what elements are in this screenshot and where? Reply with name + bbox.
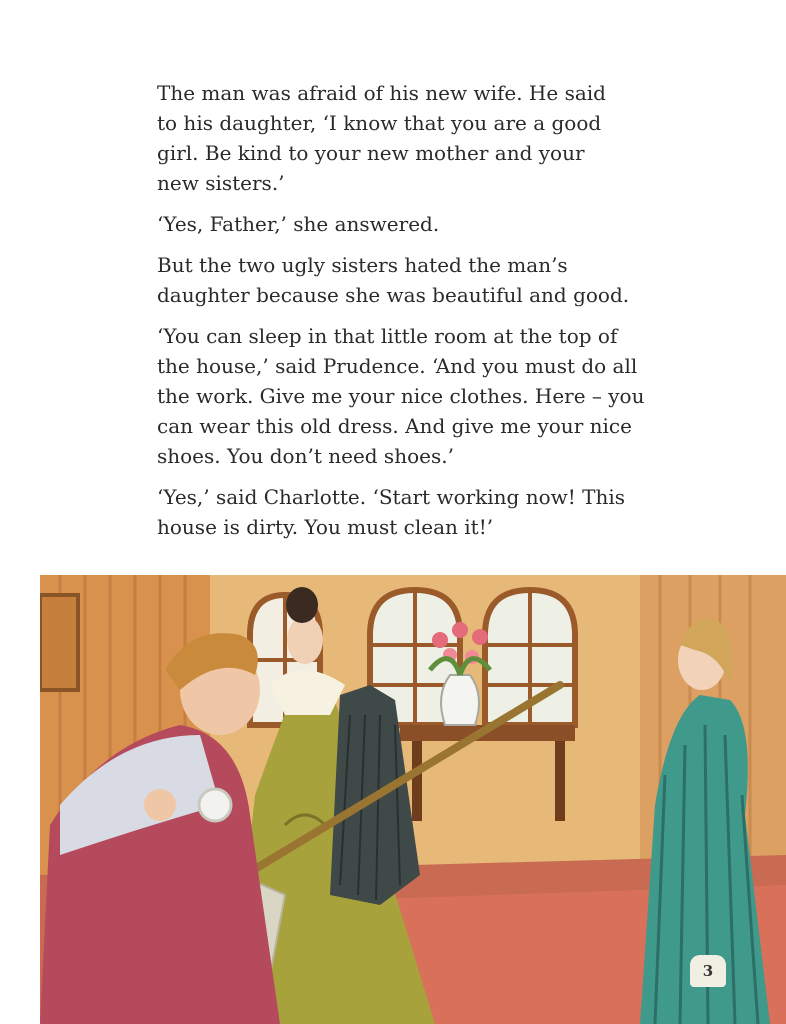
- page-number: 3: [690, 955, 726, 987]
- flower-vase: [441, 675, 479, 725]
- story-illustration: [40, 575, 786, 1024]
- paragraph-5: ‘Yes,’ said Charlotte. ‘Start working now! This house is dirty. You must clean it!’: [157, 485, 626, 539]
- paragraph-3: But the two ugly sisters hated the man’s daughter because she was beautiful and good.: [157, 253, 630, 307]
- paragraph-2: ‘Yes, Father,’ she answered.: [157, 212, 440, 236]
- story-text: [157, 78, 677, 553]
- picture-frame: [40, 595, 78, 690]
- paragraph-4: ‘You can sleep in that little room at the top of the house,’ said Prudence. ‘And you must do all the work. Give me your nice clothes. Here – you can wear this old dress. And give me your nice shoes. You don’t need shoes.’: [157, 324, 645, 468]
- paragraph-1: The man was afraid of his new wife. He said to his daughter, ‘I know that you are a good girl. Be kind to your new mother and your new sisters.’: [157, 81, 606, 195]
